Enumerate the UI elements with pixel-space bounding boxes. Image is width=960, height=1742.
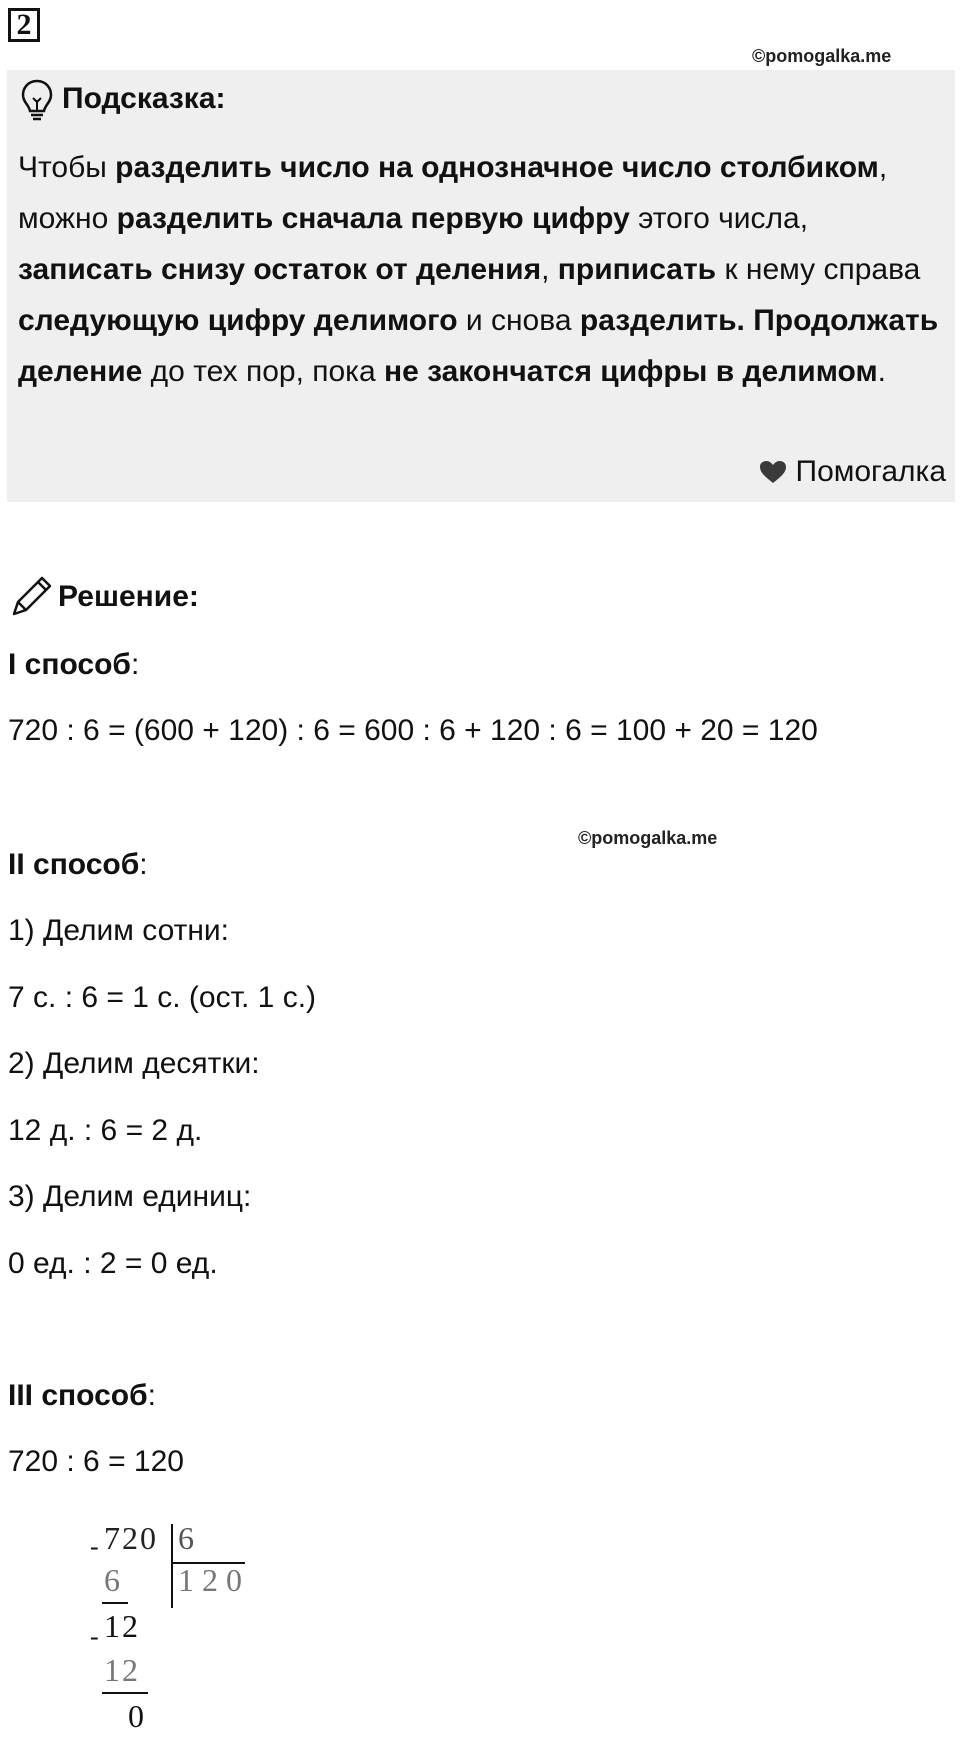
subtrahend-2: 12 (104, 1652, 140, 1688)
division-bar-vertical (171, 1524, 173, 1608)
watermark-middle: ©pomogalka.me (578, 828, 718, 848)
underline-2 (102, 1692, 148, 1694)
way2-step1-expression: 7 с. : 6 = 1 с. (ост. 1 с.) (8, 981, 317, 1014)
remainder-1: 12 (104, 1608, 140, 1644)
way2-heading: II способ: (8, 848, 148, 881)
way3-heading: III способ: (8, 1379, 156, 1412)
quotient: 1 2 0 (178, 1562, 242, 1598)
heart-icon (758, 459, 788, 485)
way2-step1: 1) Делим сотни: (8, 914, 230, 947)
way1-expression: 720 : 6 = (600 + 120) : 6 = 600 : 6 + 120 : 6 = 100 + 20 = 120 (8, 714, 818, 747)
divisor: 6 (178, 1520, 194, 1556)
way2-step2-expression: 12 д. : 6 = 2 д. (8, 1114, 203, 1147)
subtrahend-1: 6 (104, 1562, 120, 1598)
way1-heading: I способ: (8, 648, 140, 681)
way3-expression: 720 : 6 = 120 (8, 1445, 184, 1478)
way2-step3-expression: 0 ед. : 2 = 0 ед. (8, 1247, 218, 1280)
hint-text: Чтобы разделить число на однозначное число столбиком, можно разделить сначала первую цифру этого числа, записать снизу остаток от деления, приписать к нему справа следующую цифру делимого и снова разделить. Продолжать деление до тех пор, пока не закончатся цифры в делимом. (18, 151, 939, 388)
brand (758, 455, 947, 489)
pencil-icon (10, 574, 54, 618)
way2-step2: 2) Делим десятки: (8, 1047, 260, 1080)
underline-1 (102, 1602, 128, 1604)
brand-label: Помогалка (795, 455, 946, 488)
lightbulb-icon (20, 78, 54, 122)
task-number: 2 (8, 8, 40, 42)
solution-title: Решение: (58, 580, 199, 613)
minus-sign-2: - (90, 1622, 99, 1651)
way2-step3: 3) Делим единиц: (8, 1180, 252, 1213)
watermark-top: ©pomogalka.me (752, 46, 892, 66)
final-remainder: 0 (128, 1698, 144, 1734)
hint-title: Подсказка: (62, 82, 226, 115)
dividend: 720 (104, 1520, 158, 1556)
minus-sign-1: - (90, 1532, 99, 1561)
